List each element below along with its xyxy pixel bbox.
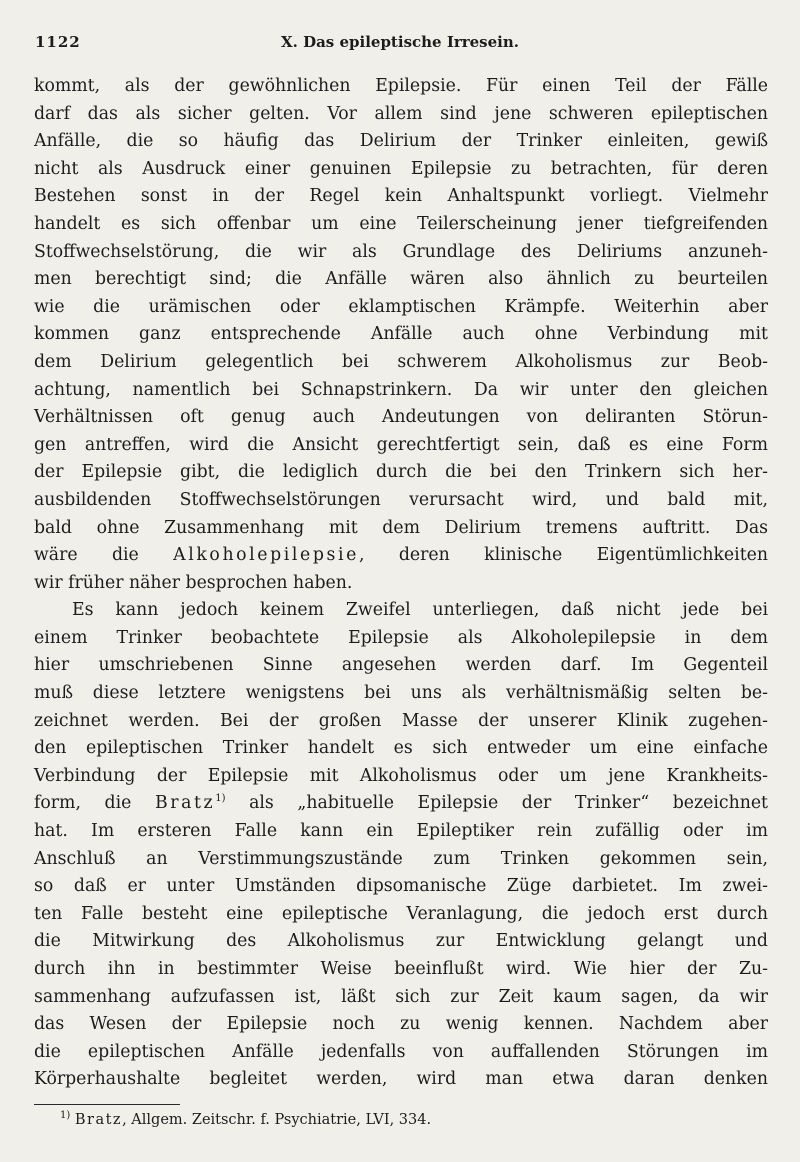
text-line: ausbildenden Stoffwechselstörungen verursacht wird, und bald mit, xyxy=(34,489,768,510)
text-line: Bestehen sonst in der Regel kein Anhaltspunkt vorliegt. Vielmehr xyxy=(34,186,768,207)
text-line: die epileptischen Anfälle jedenfalls von auffallenden Störungen im xyxy=(34,1041,768,1062)
text-line: durch ihn in bestimmter Weise beeinflußt wird. Wie hier der Zu- xyxy=(34,959,768,979)
text-line: ten Falle besteht eine epileptische Veranlagung, die jedoch erst durch xyxy=(34,903,768,924)
text-line: wie die urämischen oder eklamptischen Krämpfe. Weiterhin aber xyxy=(34,296,768,317)
text-line xyxy=(34,542,768,570)
spaced-emphasis: Alkoholepilepsie xyxy=(173,545,359,566)
text-line: men berechtigt sind; die Anfälle wären also ähnlich zu beurteilen xyxy=(34,269,768,290)
text-line: kommt, als der gewöhnlichen Epilepsie. Für einen Teil der Fälle xyxy=(34,76,768,96)
line-segment: , deren klinische Eigentümlichkeiten xyxy=(358,545,768,566)
running-head xyxy=(35,33,765,57)
text-line: einem Trinker beobachtete Epilepsie als Alkoholepilepsie in dem xyxy=(34,627,768,648)
text-line: darf das als sicher gelten. Vor allem sind jene schweren epileptischen xyxy=(34,103,768,124)
body-text xyxy=(34,73,768,1094)
footnote xyxy=(60,1108,431,1132)
text-line: Stoffwechselstörung, die wir als Grundlage des Deliriums anzuneh- xyxy=(34,241,768,262)
text-line: Körperhaushalte begleitet werden, wird man etwa daran denken xyxy=(34,1069,768,1090)
text-line: Anfälle, die so häufig das Delirium der Trinker einleiten, gewiß xyxy=(34,131,768,152)
footnote-text: , Allgem. Zeitschr. f. Psychiatrie, LVI, 334. xyxy=(122,1112,432,1128)
text-line: zeichnet werden. Bei der großen Masse der unserer Klinik zugehen- xyxy=(34,710,768,731)
text-line: nicht als Ausdruck einer genuinen Epilepsie zu betrachten, für deren xyxy=(34,158,768,179)
text-line: den epileptischen Trinker handelt es sich entweder um eine einfache xyxy=(34,738,768,759)
text-line: kommen ganz entsprechende Anfälle auch ohne Verbindung mit xyxy=(34,324,768,345)
footnote-author: Bratz xyxy=(74,1112,123,1128)
text-line: handelt es sich offenbar um eine Teilerscheinung jener tiefgreifenden xyxy=(34,213,768,234)
text-line: muß diese letztere wenigstens bei uns als verhältnismäßig selten be- xyxy=(34,683,768,704)
footnote-divider xyxy=(34,1104,180,1105)
text-line xyxy=(34,790,768,818)
text-line: bald ohne Zusammenhang mit dem Delirium tremens auftritt. Das xyxy=(34,517,768,538)
text-line: gen antreffen, wird die Ansicht gerechtfertigt sein, daß es eine Form xyxy=(34,434,768,455)
text-line: Verbindung der Epilepsie mit Alkoholismus oder um jene Krankheits- xyxy=(34,765,768,786)
text-line: hat. Im ersteren Falle kann ein Epileptiker rein zufällig oder im xyxy=(34,821,768,842)
text-line: dem Delirium gelegentlich bei schwerem Alkoholismus zur Beob- xyxy=(34,351,768,372)
line-segment: form, die xyxy=(34,793,155,814)
chapter-title: X. Das epileptische Irresein. xyxy=(281,33,519,51)
text-line: Anschluß an Verstimmungszustände zum Trinken gekommen sein, xyxy=(34,848,768,869)
text-line: achtung, namentlich bei Schnapstrinkern. Da wir unter den gleichen xyxy=(34,379,768,400)
footnote-reference: 1) xyxy=(215,793,226,805)
text-line: sammenhang aufzufassen ist, läßt sich zur Zeit kaum sagen, da wir xyxy=(34,986,768,1007)
text-line: wir früher näher besprochen haben. xyxy=(34,572,353,593)
spaced-emphasis: Bratz xyxy=(154,793,216,814)
page-number: 1122 xyxy=(35,33,81,51)
line-segment: als „habituelle Epilepsie der Trinker“ bezeichnet xyxy=(225,793,768,814)
text-line: der Epilepsie gibt, die lediglich durch die bei den Trinkern sich her- xyxy=(34,462,768,483)
text-line: die Mitwirkung des Alkoholismus zur Entwicklung gelangt und xyxy=(34,931,768,952)
text-line: Es kann jedoch keinem Zweifel unterliegen, daß nicht jede bei xyxy=(72,600,768,621)
line-segment: wäre die xyxy=(34,545,174,566)
text-line: das Wesen der Epilepsie noch zu wenig kennen. Nachdem aber xyxy=(34,1014,768,1035)
text-line: so daß er unter Umständen dipsomanische Züge darbietet. Im zwei- xyxy=(34,876,768,897)
text-line: Verhältnissen oft genug auch Andeutungen von deliranten Störun- xyxy=(34,407,768,428)
text-line: hier umschriebenen Sinne angesehen werden darf. Im Gegenteil xyxy=(34,655,768,676)
footnote-marker: 1) xyxy=(60,1110,71,1122)
